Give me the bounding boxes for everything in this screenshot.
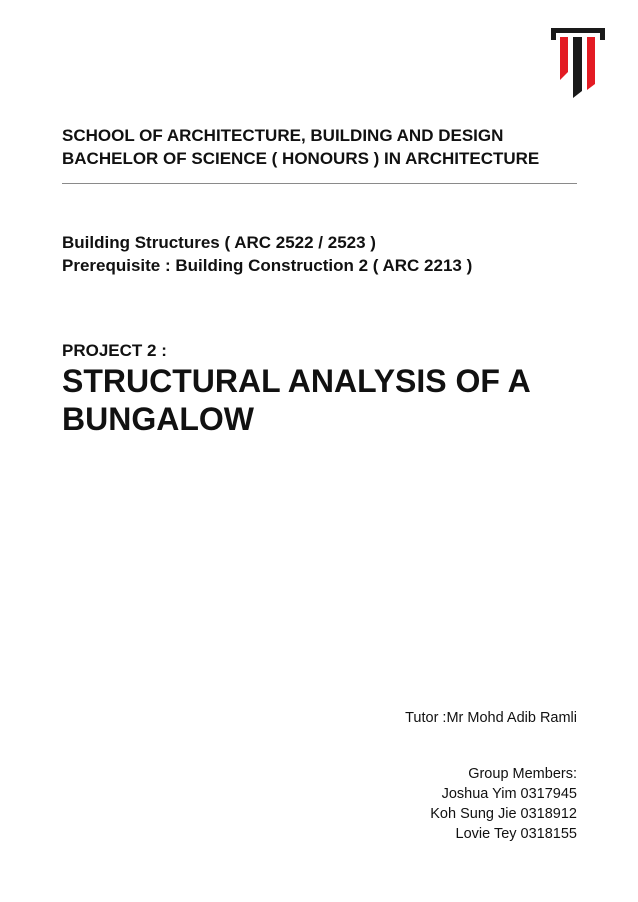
project-title-line-2: BUNGALOW	[62, 401, 254, 437]
course-name: Building Structures ( ARC 2522 / 2523 )	[62, 233, 376, 252]
project-title	[62, 362, 562, 438]
member-item: Lovie Tey 0318155	[455, 826, 577, 842]
university-logo-icon	[551, 28, 605, 98]
group-members	[430, 764, 577, 844]
course-prerequisite: Prerequisite : Building Construction 2 ( ARC 2213 )	[62, 256, 473, 275]
school-name: SCHOOL OF ARCHITECTURE, BUILDING AND DESIGN	[62, 126, 504, 145]
course-info	[62, 231, 472, 277]
member-item: Joshua Yim 0317945	[441, 786, 577, 802]
divider	[62, 183, 577, 184]
project-label: PROJECT 2 :	[62, 341, 167, 360]
programme-name: BACHELOR OF SCIENCE ( HONOURS ) IN ARCHITECTURE	[62, 149, 540, 168]
group-members-heading: Group Members:	[468, 766, 577, 782]
tutor-name: Tutor :Mr Mohd Adib Ramli	[405, 710, 577, 726]
school-heading	[62, 124, 539, 170]
project-title-line-1: STRUCTURAL ANALYSIS OF A	[62, 363, 531, 399]
member-item: Koh Sung Jie 0318912	[430, 806, 577, 822]
